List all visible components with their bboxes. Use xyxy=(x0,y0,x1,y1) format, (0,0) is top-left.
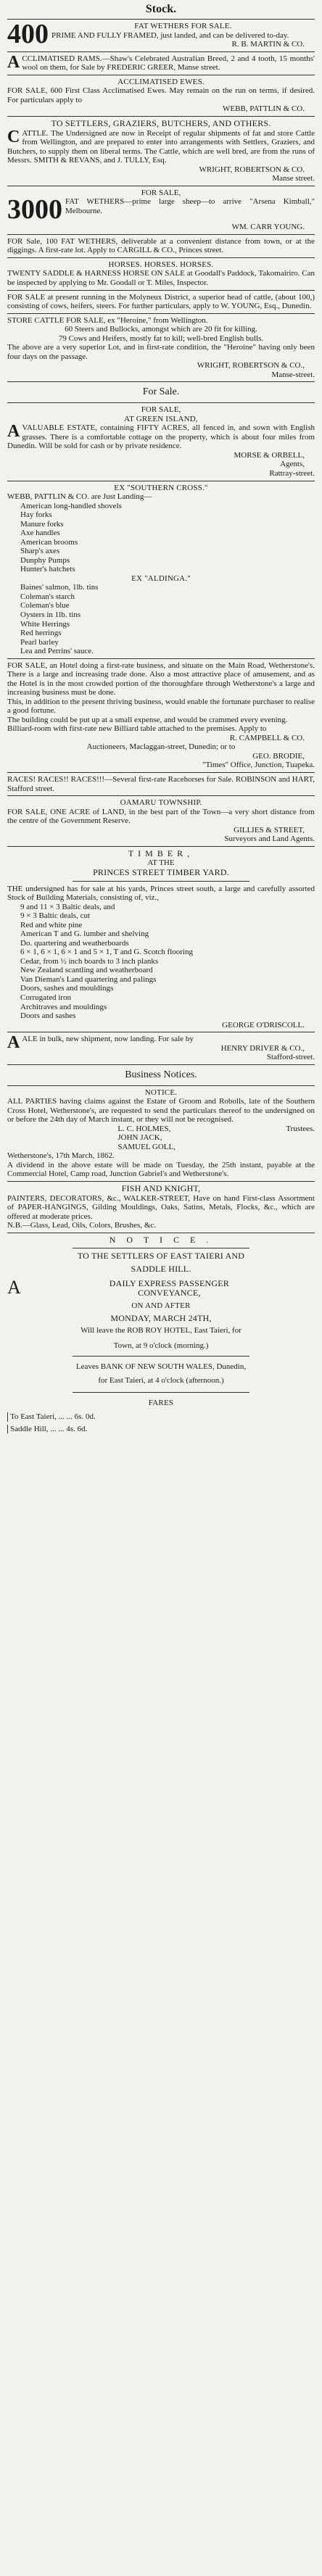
goods-list xyxy=(7,502,315,574)
ad-date: Wetherstone's, 17th March, 1862. xyxy=(7,1151,115,1161)
list-item: New Zealand scantling and weatherboard xyxy=(20,966,153,975)
ad-signature: HENRY DRIVER & CO., xyxy=(220,1043,305,1053)
ad-store-cattle xyxy=(7,316,315,380)
rule xyxy=(7,234,315,235)
ad-body: A dividend in the above estate will be made on Tuesday, the 25th instant, payable at the Commercial Hotel, Camp road, Junction Gabriel's and Wetherstone's. xyxy=(7,1160,315,1179)
ad-body: FOR Sale, 100 FAT WETHERS, deliverable at a convenient distance from town, or at the diggings. A first-rate lot. Apply to CARGILL & CO., Princes street. xyxy=(7,236,315,255)
drop-cap: A xyxy=(7,422,20,442)
drop-cap: A xyxy=(7,1276,21,1298)
list-item: Hunter's hatchets xyxy=(20,565,75,574)
big-number: 3000 xyxy=(7,194,62,225)
rule xyxy=(73,1356,249,1357)
list-item: American brooms xyxy=(20,537,78,547)
ad-signature: JOHN JACK, xyxy=(117,1133,162,1143)
ad-signature-role: Agents, xyxy=(280,460,305,469)
drop-cap: A xyxy=(7,52,20,72)
list-item: Do. quartering and weatherboards xyxy=(20,938,129,948)
ad-subtitle: AT GREEN ISLAND, xyxy=(124,414,198,423)
list-item: White Herrings xyxy=(20,619,70,629)
ad-line: Will leave the ROB ROY HOTEL, East Taieri, for xyxy=(80,1326,242,1335)
rule xyxy=(73,881,249,882)
rule xyxy=(7,116,315,117)
list-item: Hay forks xyxy=(20,510,52,520)
ad-signature: GILLIES & STREET, xyxy=(234,825,305,834)
ad-headline: DAILY EXPRESS PASSENGER xyxy=(109,1277,229,1288)
ad-address: Manse-street. xyxy=(271,370,315,379)
ad-date: MONDAY, MARCH 24TH, xyxy=(110,1312,212,1323)
ad-body: CCLIMATISED RAMS.—Shaw's Celebrated Australian Breed, 2 and 4 tooth, 15 months' wool on them, for Sale by FREDERIC GREER, Manse street. xyxy=(22,54,315,73)
ad-body: The building could be put up at a small expense, and would be crammed every evening. xyxy=(7,715,288,724)
list-item: Manure forks xyxy=(20,519,64,529)
rule xyxy=(7,402,315,403)
list-item: American T and G. lumber and shelving xyxy=(20,929,149,939)
ad-line: ON AND AFTER xyxy=(131,1301,191,1311)
ad-timber-yard xyxy=(7,849,315,1030)
ad-line: Town, at 9 o'clock (morning.) xyxy=(113,1341,209,1350)
ad-body: FOR SALE, 600 First Class Acclimatised Ewes. May remain on the run on terms, if desired. For particulars apply to xyxy=(7,86,315,104)
ad-title: HORSES. HORSES. HORSES. xyxy=(108,260,214,269)
ad-body: STORE CATTLE FOR SALE, ex "Heroine," from Wellington. xyxy=(7,315,208,325)
list-item: Doors and sashes xyxy=(20,1011,76,1021)
fare-line: To East Taieri, ... ... 6s. 0d. xyxy=(7,1412,315,1422)
list-item: Axe handles xyxy=(20,529,60,538)
ad-express-conveyance xyxy=(7,1235,315,1433)
ad-signature: L. C. HOLMES, xyxy=(117,1124,171,1133)
ad-body: Billiard-room with first-rate new Billiard table attached to the premises. Apply to xyxy=(7,724,267,734)
fare-line: Saddle Hill, ... ... 4s. 6d. xyxy=(7,1425,315,1434)
ad-body: This, in addition to the present thriving business, would enable the fortunate purchaser to realise a good fortune. xyxy=(7,697,315,716)
rule xyxy=(73,1392,249,1393)
ad-acclimatised-ewes xyxy=(7,78,315,114)
ad-subtitle: AT THE xyxy=(147,858,175,868)
ad-horses xyxy=(7,260,315,288)
ad-title: ACCLIMATISED EWES. xyxy=(117,77,205,86)
ad-races xyxy=(7,775,315,793)
list-item: Architraves and mouldings xyxy=(20,1002,107,1011)
ad-address: "Times" Office, Junction, Tuapeka. xyxy=(202,761,315,770)
ad-southern-cross xyxy=(7,484,315,656)
ad-body: ALE in bulk, new shipment, now landing. For sale by xyxy=(22,1035,194,1044)
ad-title: EX "SOUTHERN CROSS." xyxy=(114,483,208,492)
ad-line: Leaves BANK OF NEW SOUTH WALES, Dunedin, xyxy=(75,1362,247,1372)
ad-signature: MORSE & ORBELL, xyxy=(234,450,305,460)
ad-signature: GEO. BRODIE, xyxy=(252,751,305,761)
ad-body: TWENTY SADDLE & HARNESS HORSE ON SALE at Goodall's Paddock, Takomairiro. Can be inspected by applying to Mr. Goodall or T. Miles, Inspector. xyxy=(7,269,315,288)
timber-list xyxy=(7,903,315,1021)
ad-line: 79 Cows and Heifers, mostly fat to kill; well-bred English bulls. xyxy=(58,334,264,343)
rule xyxy=(7,846,315,847)
ad-headline: CONVEYANCE, xyxy=(138,1288,201,1299)
ad-signature: WRIGHT, ROBERTSON & CO., xyxy=(197,361,305,370)
list-item: Dunphy Pumps xyxy=(20,555,70,565)
ad-body: The above are a very superior Lot, and in first-rate condition, the "Heroine" having only been four days on the passage. xyxy=(7,343,315,361)
ad-body: PRIME AND FULLY FRAMED, just landed, and can be delivered to-day. xyxy=(51,30,289,40)
section-heading-business: Business Notices. xyxy=(125,1069,197,1080)
list-item: 9 × 3 Baltic deals, cut xyxy=(20,911,91,921)
ad-signature: R. CAMPBELL & CO. xyxy=(229,733,305,742)
list-item: Doors, sashes and mouldings xyxy=(20,984,114,993)
ad-signature-role: Auctioneers, Maclaggan-street, Dunedin; or to xyxy=(86,742,236,752)
ad-hotel-for-sale xyxy=(7,661,315,770)
ad-subtitle: PRINCES STREET TIMBER YARD. xyxy=(93,866,229,877)
list-item: Van Dieman's Land quartering and palings xyxy=(20,974,157,984)
list-item: Red and white pine xyxy=(20,920,83,929)
list-item: 6 × 1, 6 × 1, 6 × 1 and 5 × 1, T and G. Scotch flooring xyxy=(20,948,193,957)
ad-signature: SAMUEL GOLL, xyxy=(117,1142,176,1151)
ad-body: WEBB, PATTLIN & CO. are Just Landing— xyxy=(7,492,152,502)
ad-signature: WM. CARR YOUNG. xyxy=(231,223,305,232)
ad-address: Surveyors and Land Agents. xyxy=(224,834,315,844)
list-item: Oysters in 1lb. tins xyxy=(20,610,81,619)
ad-molyneux-cattle xyxy=(7,293,315,311)
rule xyxy=(7,795,315,796)
rule xyxy=(7,313,315,314)
ad-address: Manse street. xyxy=(272,174,315,183)
ad-body: ATTLE. The Undersigned are now in Receipt of regular shipments of fat and store Cattle from Wellington, and are prepared to enter into arrangements with Settlers, Graziers, and Butchers, to supply them on liberal terms. The Cattle, which are well bred, are from the runs of Messrs. SMITH & REVANS, and J. TULLY, Esq. xyxy=(7,128,315,165)
ad-title: TO SETTLERS, GRAZIERS, BUTCHERS, AND OTHERS. xyxy=(51,118,271,129)
rule xyxy=(7,772,315,773)
ad-body: FOR SALE, ONE ACRE of LAND, in the best part of the Town—a very short distance from the centre of the Government Reserve. xyxy=(7,807,315,826)
ad-notice-estate xyxy=(7,1088,315,1179)
ad-green-island-estate xyxy=(7,405,315,478)
ad-body: PAINTERS, DECORATORS, &c., WALKER-STREET, Have on hand First-class Assortment of PAPER-HANGINGS, Gilding Mouldings, Oaks, Satins, Metals, Flocks, &c., which are offered at moderate prices. xyxy=(7,1193,315,1221)
ad-line: 60 Steers and Bullocks, amongst which are 20 fit for killing. xyxy=(65,325,257,334)
list-item: Lea and Perrins' sauce. xyxy=(20,647,94,656)
rule xyxy=(7,1085,315,1086)
list-item: Corrugated iron xyxy=(20,993,71,1002)
ad-title: FOR SALE, xyxy=(141,188,181,197)
trustees-label: Trustees. xyxy=(286,1124,315,1133)
ad-body: FAT WETHERS—prime large sheep—to arrive "Arsena Kimball," Melbourne. xyxy=(65,197,315,215)
ad-line: for East Taieri, at 4 o'clock (afternoon.) xyxy=(98,1375,224,1385)
rule xyxy=(7,257,315,258)
rule xyxy=(7,381,315,382)
rule xyxy=(7,658,315,659)
big-number: 400 xyxy=(7,19,49,50)
ad-subtitle: SADDLE HILL. xyxy=(131,1264,191,1275)
list-item: Coleman's starch xyxy=(20,592,75,601)
rule xyxy=(7,290,315,291)
drop-cap: A xyxy=(7,1033,20,1053)
ad-address: Stafford-street. xyxy=(266,1053,315,1062)
list-item: Baines' salmon, 1lb. tins xyxy=(20,583,99,592)
list-item: American long-handled shovels xyxy=(20,501,122,510)
ad-title: FAT WETHERS FOR SALE. xyxy=(134,22,232,31)
ad-fat-wethers-3000 xyxy=(7,189,315,232)
trustee-block xyxy=(7,1125,315,1152)
ad-oamaru-township xyxy=(7,798,315,844)
ad-body: N.B.—Glass, Lead, Oils, Colors, Brushes, &c. xyxy=(7,1221,157,1230)
ad-body: THE undersigned has for sale at his yards, Princes street south, a large and carefully assorted Stock of Building Materials, consisting of, viz., xyxy=(7,884,315,903)
ad-address: Rattray-street. xyxy=(269,469,315,478)
ad-title: NOTICE. xyxy=(144,1088,178,1097)
rule xyxy=(7,1181,315,1182)
drop-cap: C xyxy=(7,127,20,146)
ad-body: FOR SALE at present running in the Molyneux District, a superior head of cattle, (about 100,) consisting of cows, heifers, steers. For further particulars, apply to W. YOUNG, Esq., Dunedin. xyxy=(7,292,315,311)
rule xyxy=(7,1064,315,1065)
ad-title: TIMBER, xyxy=(128,848,194,858)
ad-fat-wethers-100 xyxy=(7,237,315,255)
ad-title: N O T I C E . xyxy=(109,1234,213,1245)
ad-ale xyxy=(7,1035,315,1062)
ad-signature: WEBB, PATTLIN & CO. xyxy=(223,104,305,114)
ad-body: FOR SALE, an Hotel doing a first-rate business, and situate on the Main Road, Wetherstone's. There is a large and increasing trade done. Also a most attractive place of amusement, and as the Hotel is in the most crowded portion of the thoroughfare through Wetherstone's a large and increasing business must be done. xyxy=(7,660,315,697)
rule xyxy=(7,19,315,20)
goods-list xyxy=(7,583,315,655)
ad-signature: WRIGHT, ROBERTSON & CO. xyxy=(199,165,305,174)
list-item: Pearl barley xyxy=(20,637,59,647)
ad-signature: R. B. MARTIN & CO. xyxy=(231,40,305,49)
section-heading-stock: Stock. xyxy=(145,3,177,15)
ad-body: VALUABLE ESTATE, containing FIFTY ACRES, all fenced in, and sown with English grasses. There is a comfortable cottage on the property, which is about four miles from Dunedin. Will be sold for cash or by private residence. xyxy=(7,423,315,451)
list-item: Red herrings xyxy=(20,629,62,638)
ad-title: FISH AND KNIGHT, xyxy=(121,1183,201,1193)
list-item: 9 and 11 × 3 Baltic deals, and xyxy=(20,902,115,911)
fares-heading: FARES xyxy=(148,1399,174,1408)
ad-body: RACES! RACES!! RACES!!!—Several first-rate Racehorses for Sale. ROBINSON and HART, Stafford street. xyxy=(7,775,315,793)
ad-subtitle: EX "ALDINGA." xyxy=(131,573,191,583)
ad-title: OAMARU TOWNSHIP. xyxy=(120,798,202,808)
list-item: Coleman's blue xyxy=(20,601,70,610)
ad-acclimatised-rams xyxy=(7,54,315,73)
ad-fat-wethers-400 xyxy=(7,19,315,50)
ad-subtitle: TO THE SETTLERS OF EAST TAIERI AND xyxy=(77,1251,245,1262)
ad-fish-and-knight xyxy=(7,1184,315,1230)
section-heading-for-sale: For Sale. xyxy=(142,386,180,398)
ad-title: FOR SALE, xyxy=(141,405,181,415)
rule xyxy=(7,51,315,52)
ad-body: ALL PARTIES having claims against the Estate of Groom and Robolls, late of the Southern Cross Hotel, Wetherstone's, are requested to send the particulars thereof to the undersigned on or before the 24th day of March instant, or they will not be recognised. xyxy=(7,1097,315,1125)
list-item: Cedar, from ½ inch boards to 3 inch planks xyxy=(20,956,159,966)
list-item: Sharp's axes xyxy=(20,547,60,556)
ad-signature: GEORGE O'DRISCOLL. xyxy=(222,1020,305,1030)
ad-settlers-graziers xyxy=(7,119,315,183)
